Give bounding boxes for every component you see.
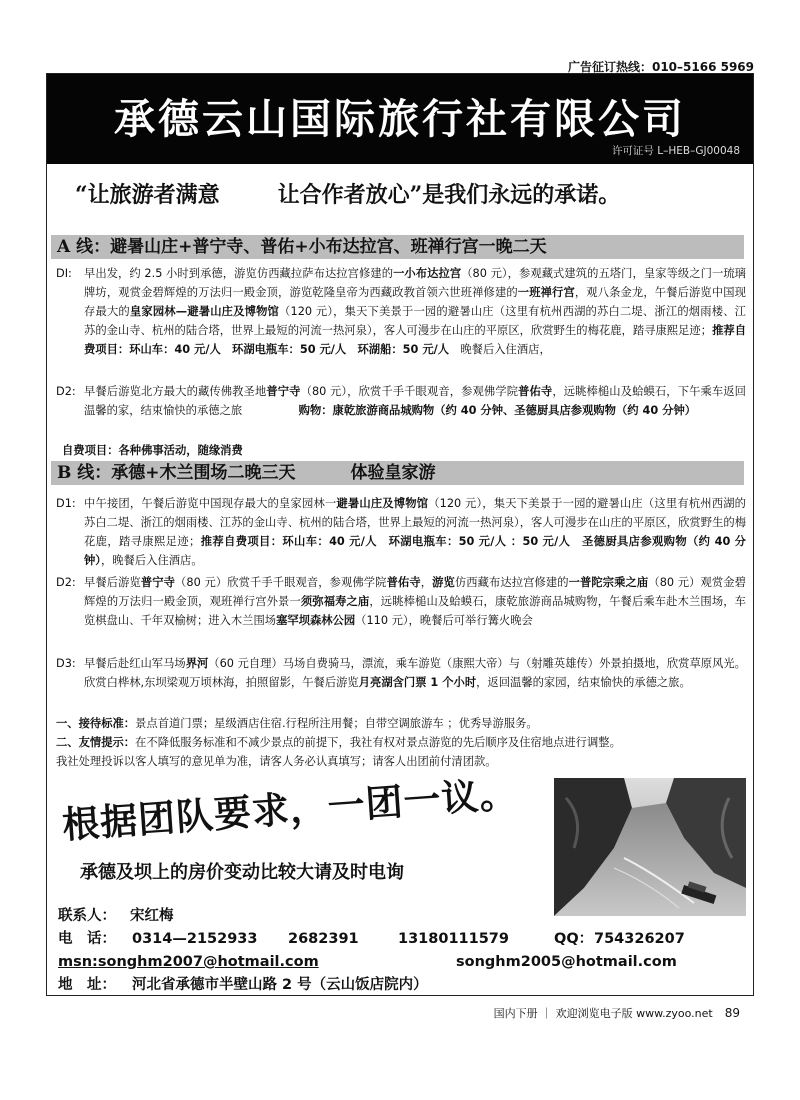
line-a-day2: [56, 382, 746, 420]
line-b-title: B 线：承德+木兰围场二晚三天: [57, 463, 296, 483]
line-a-title-bar: [51, 235, 744, 259]
body-text: （80 元），欣赏千手千眼观音，参观佛学院: [300, 385, 519, 398]
body-text: ，: [420, 576, 433, 589]
emphasis-text: 推荐自费项目：环山车：40 元/人 环湖电瓶车：50 元/人 环湖船：50 元/人: [84, 324, 746, 356]
msn-label: msn:: [58, 954, 98, 970]
body-text: 中午接团，午餐后游览中国现存最大的皇家园林一: [84, 497, 337, 510]
company-name: 承德云山国际旅行社有限公司: [114, 95, 686, 143]
river-gorge-photo: [554, 778, 746, 916]
emphasis-text: 普宁寺: [266, 385, 301, 398]
emphasis-text: 避暑山庄及博物馆: [336, 497, 429, 510]
slogan-part1: “让旅游者满意: [75, 182, 220, 208]
msn-email: songhm2007@hotmail.com: [97, 954, 319, 970]
slogan-part2: 让合作者放心”是我们永远的承诺。: [277, 182, 621, 208]
body-text: 早餐后游览: [84, 576, 141, 589]
line-b-day2: [56, 573, 746, 630]
emphasis-text: 一小布达拉宫: [393, 267, 462, 280]
day-label: D2:: [56, 385, 76, 398]
qq-label: QQ：: [554, 931, 594, 947]
body-text: （120 元），集天下美景于一园的避暑山庄（这里有杭州西湖的苏白二堤、浙江的烟雨楼、江苏的金山寺、杭州的陆合塔，世界上最短的河流一热河泉），客人可漫步在山庄的平原区，欣赏野生的梅花鹿，踏寻康熙足迹；: [84, 305, 746, 337]
emphasis-text: 普宁寺: [140, 576, 176, 589]
line-b-day3: [56, 654, 746, 692]
slogan: [75, 178, 620, 209]
emphasis-text: 须弥福寿之庙: [300, 595, 370, 608]
ad-hotline: 广告征订热线：010–5166 5969: [567, 60, 754, 74]
day-text: [84, 382, 746, 420]
day-label: D3:: [56, 657, 76, 670]
msn-address[interactable]: [58, 951, 319, 974]
day-text: [84, 654, 746, 692]
body-text: （80 元）观赏金碧辉煌的万法归一殿金顶，观班禅行宫外景一: [84, 576, 746, 608]
emphasis-text: 一普陀宗乘之庙: [568, 576, 649, 589]
body-text: ，观八条金龙，午餐后游览中国现存最大的: [84, 286, 746, 318]
day-label: DI:: [56, 267, 72, 280]
emphasis-text: 普佑寺: [386, 576, 421, 589]
emphasis-text: 一班禅行宫: [517, 286, 575, 299]
day-label: D1:: [56, 497, 76, 510]
day-label: D2:: [56, 576, 76, 589]
address-label: 地 址：: [58, 977, 116, 993]
body-text: （120 元），集天下美景于一园的避暑山庄（这里有杭州西湖的苏白二堤、浙江的烟雨楼、江苏的金山寺、杭州的陆合塔，世界上最短的河流一热河泉），客人可漫步在山庄的平原区，欣赏野生的梅花鹿，踏寻康熙足迹；: [84, 497, 746, 548]
line-a-title: A 线：避暑山庄+普宁寺、普佑+小布达拉宫、班禅行宫一晚二天: [57, 237, 547, 257]
emphasis-text: 游览: [432, 576, 455, 589]
body-text: ，远眺棒槌山及蛤蟆石，康乾旅游商品城购物，午餐后乘车赴木兰围场，车览棋盘山、千年双榆树；进入木兰围场: [84, 595, 746, 627]
body-text: ，晚餐后入住酒店。: [100, 554, 203, 567]
line-b-day1: [56, 494, 746, 570]
river-gorge-illustration: [554, 778, 746, 916]
day-text: [84, 494, 746, 570]
phone-label: 电 话：: [58, 931, 116, 947]
emphasis-text: 普佑寺: [518, 385, 553, 398]
page-number: 89: [724, 1006, 740, 1020]
tips-label: 二、友情提示：: [56, 736, 136, 749]
body-text: （110 元），晚餐后可举行篝火晚会: [355, 614, 533, 627]
emphasis-text: 界河: [185, 657, 209, 670]
emphasis-text: 皇家园林—避暑山庄及博物馆: [129, 305, 280, 318]
license-number: 许可证号 L–HEB–GJ00048: [611, 145, 740, 157]
page-footer: [494, 1005, 740, 1021]
body-text: 仿西藏布达拉宫修建的: [454, 576, 569, 589]
day-text: [84, 573, 746, 630]
contact-person: 宋红梅: [130, 908, 174, 924]
emphasis-text: 推荐自费项目：环山车：40 元/人 环湖电瓶车：50 元/人 ：50 元/人 圣德厨具店参观购物（约 40 分钟）: [84, 535, 746, 567]
day-text: [84, 264, 746, 359]
phone-2: 2682391: [288, 931, 359, 947]
body-text: （80 元），参观藏式建筑的五塔门，皇家等级之门一琉璃牌坊，观赏金碧辉煌的万法归一殿金顶，游览乾隆皇帝为西藏政教首领六世班禅修建的: [84, 267, 746, 299]
body-text: ，返回温馨的家园，结束愉快的承德之旅。: [476, 676, 691, 689]
promo-headline: 根据团队要求，一团一议。: [60, 771, 519, 848]
complaint-text: 我社处理投诉以客人填写的意见单为准，请客人务必认真填写；请客人出团前付清团款。: [56, 755, 497, 768]
body-text: （60 元自理）马场自费骑马，漂流，乘车游览（康熙大帝）与（射雕英雄传）外景拍摄地，欣赏草原风光。欣赏白桦林,东坝梁观万顷林海，拍照留影，午餐后游览: [84, 657, 746, 689]
line-a-day1: [56, 264, 746, 359]
standard-label: 一、接待标准：: [56, 717, 136, 730]
emphasis-text: 月亮湖含门票 1 个小时: [358, 676, 477, 689]
footer-text: 国内下册 ｜ 欢迎浏览电子版 www.zyoo.net: [493, 1007, 713, 1020]
standard-text: 景点首道门票；星级酒店住宿.行程所注用餐；自带空调旅游车 ；优秀导游服务。: [135, 717, 538, 730]
body-text: ，远眺棒槌山及蛤蟆石，下午乘车返回温馨的家，结束愉快的承德之旅: [84, 385, 746, 417]
address: 河北省承德市半壁山路 2 号（云山饭店院内）: [132, 977, 428, 993]
qq-number: 754326207: [594, 931, 685, 947]
email-2[interactable]: songhm2005@hotmail.com: [456, 954, 677, 970]
body-text: （80 元）欣赏千手千眼观音，参观佛学院: [175, 576, 387, 589]
tips-text: 在不降低服务标准和不减少景点的前提下，我社有权对景点游览的先后顺序及住宿地点进行调整。: [135, 736, 621, 749]
phone-3: 13180111579: [398, 931, 509, 947]
contact-block: [58, 905, 748, 997]
body-text: 早餐后赴红山军马场: [84, 657, 186, 670]
emphasis-text: 塞罕坝森林公园: [276, 614, 356, 627]
line-a-self-pay: 自费项目：各种佛事活动，随缘消费: [62, 444, 243, 457]
line-b-title-bar: [51, 461, 744, 485]
body-text: 早餐后游览北方最大的藏传佛教圣地: [84, 385, 267, 398]
emphasis-text: 购物：康乾旅游商品城购物（约 40 分钟、圣德厨具店参观购物（约 40 分钟）: [298, 404, 697, 417]
line-b-subtitle: 体验皇家游: [350, 463, 436, 483]
price-notice: 承德及坝上的房价变动比较大请及时电询: [80, 862, 404, 883]
notes: [56, 714, 746, 771]
body-text: 早出发，约 2.5 小时到承德，游览仿西藏拉萨布达拉宫修建的: [84, 267, 394, 280]
contact-person-label: 联系人：: [58, 908, 116, 924]
phone-1: 0314—2152933: [132, 931, 258, 947]
body-text: 晚餐后入住酒店，: [449, 343, 551, 356]
